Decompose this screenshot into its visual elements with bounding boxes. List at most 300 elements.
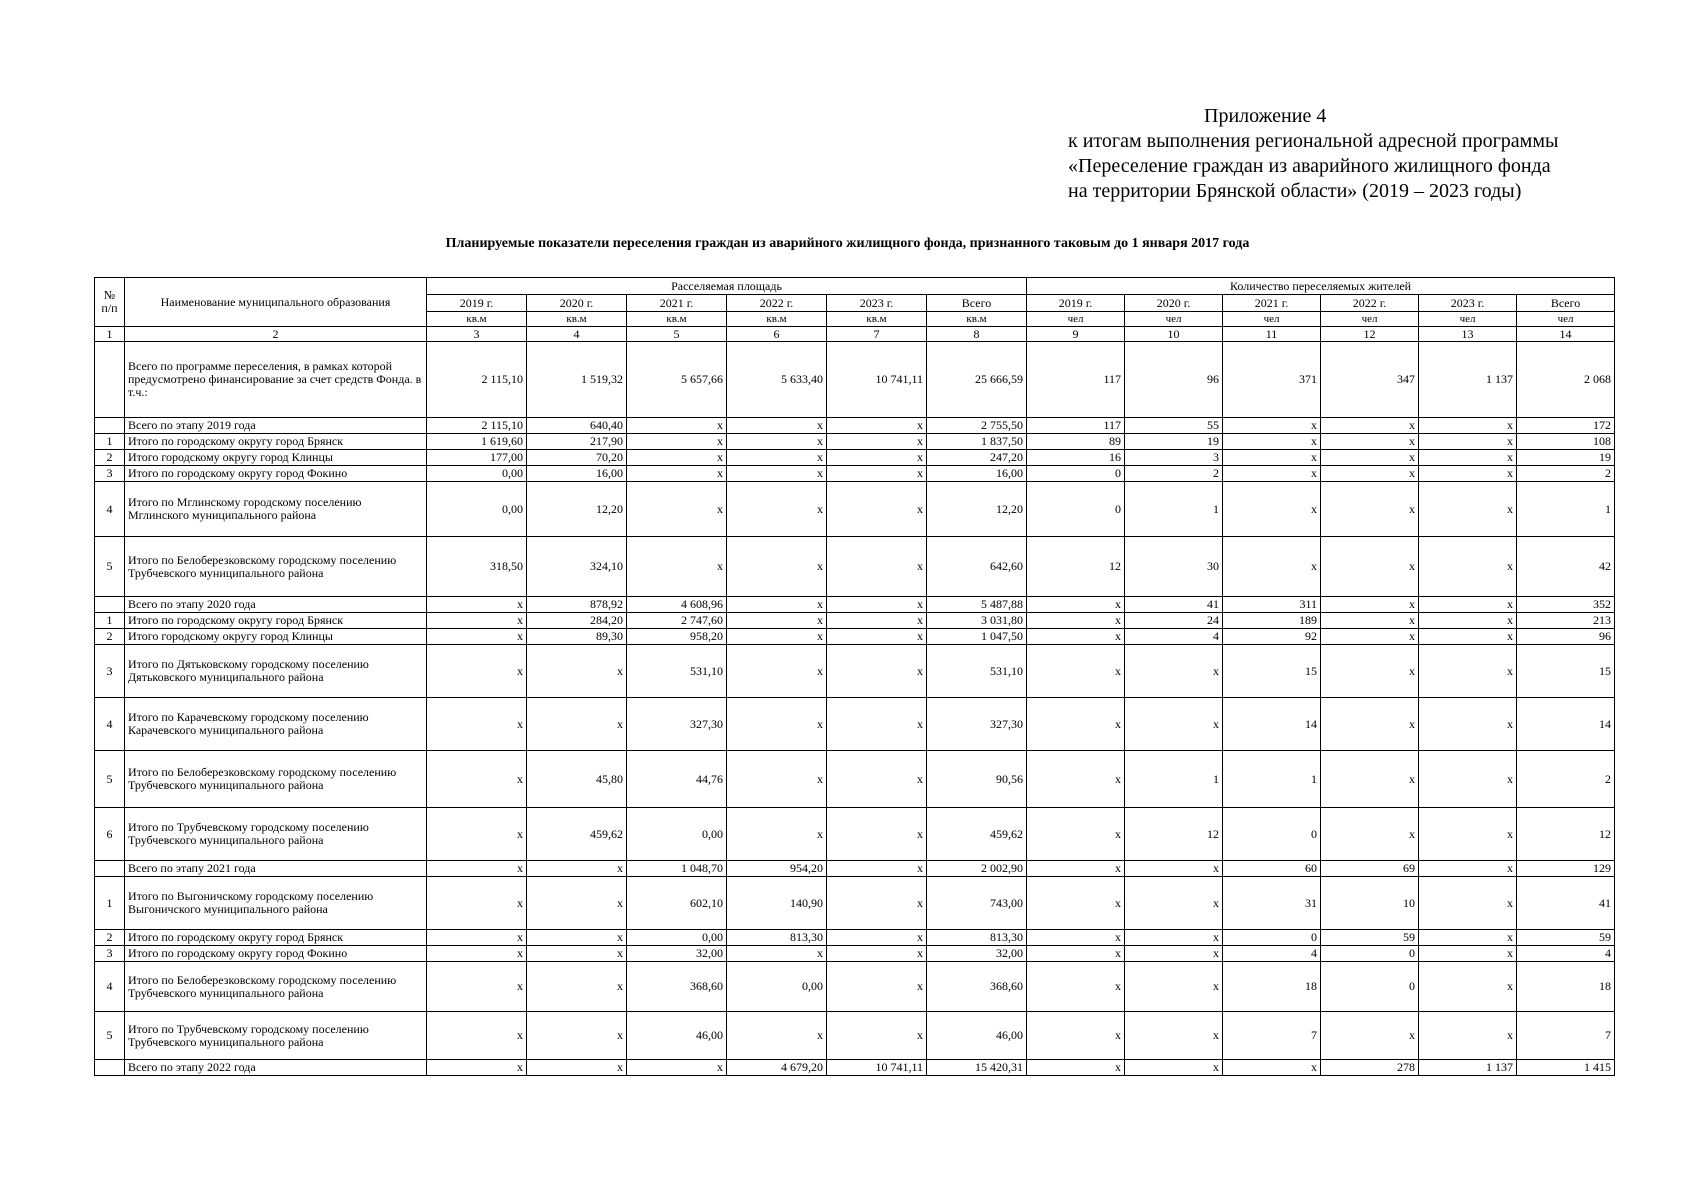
people-value: x bbox=[1223, 537, 1321, 597]
people-value: 60 bbox=[1223, 861, 1321, 877]
people-value: x bbox=[1321, 629, 1419, 645]
municipality-name: Итого по городскому округу город Фокино bbox=[125, 946, 427, 962]
people-value: x bbox=[1125, 698, 1223, 751]
people-value: x bbox=[1321, 597, 1419, 613]
people-value: x bbox=[1027, 861, 1125, 877]
people-value: 2 bbox=[1517, 751, 1615, 808]
column-number: 5 bbox=[627, 327, 727, 342]
table-row bbox=[95, 418, 1615, 434]
people-value: x bbox=[1419, 751, 1517, 808]
row-number: 5 bbox=[95, 537, 125, 597]
area-value: x bbox=[527, 946, 627, 962]
municipality-name: Итого по городскому округу город Брянск bbox=[125, 930, 427, 946]
area-value: x bbox=[827, 466, 927, 482]
document-title: Планируемые показатели переселения граждан из аварийного жилищного фонда, признанного таковым до 1 января 2017 года bbox=[445, 236, 1250, 251]
column-number: 13 bbox=[1419, 327, 1517, 342]
table-row bbox=[95, 597, 1615, 613]
area-value: x bbox=[427, 946, 527, 962]
people-value: x bbox=[1125, 946, 1223, 962]
area-value: 0,00 bbox=[427, 466, 527, 482]
area-value: 46,00 bbox=[927, 1012, 1027, 1060]
people-value: 0 bbox=[1027, 482, 1125, 537]
people-value: 2 068 bbox=[1517, 342, 1615, 418]
row-number bbox=[95, 861, 125, 877]
area-value: 743,00 bbox=[927, 877, 1027, 930]
area-value: x bbox=[627, 418, 727, 434]
area-value: x bbox=[827, 861, 927, 877]
people-value: 1 137 bbox=[1419, 342, 1517, 418]
header-no: № п/п bbox=[95, 278, 125, 327]
header-people-year: 2021 г. bbox=[1223, 295, 1321, 312]
header-people-total: Всего bbox=[1517, 295, 1615, 312]
area-value: 813,30 bbox=[927, 930, 1027, 946]
people-value: 12 bbox=[1125, 808, 1223, 861]
row-number bbox=[95, 418, 125, 434]
people-value: x bbox=[1419, 962, 1517, 1012]
area-value: x bbox=[427, 645, 527, 698]
people-value: 41 bbox=[1517, 877, 1615, 930]
people-value: x bbox=[1223, 418, 1321, 434]
header-people-unit: чел bbox=[1419, 312, 1517, 327]
table-row bbox=[95, 962, 1615, 1012]
people-value: 352 bbox=[1517, 597, 1615, 613]
people-value: x bbox=[1321, 698, 1419, 751]
area-value: 531,10 bbox=[627, 645, 727, 698]
people-value: x bbox=[1321, 808, 1419, 861]
area-value: 32,00 bbox=[627, 946, 727, 962]
people-value: x bbox=[1125, 645, 1223, 698]
area-value: x bbox=[527, 1012, 627, 1060]
people-value: 12 bbox=[1517, 808, 1615, 861]
area-value: x bbox=[827, 962, 927, 1012]
row-number: 4 bbox=[95, 962, 125, 1012]
column-number: 12 bbox=[1321, 327, 1419, 342]
area-value: x bbox=[427, 698, 527, 751]
people-value: x bbox=[1223, 434, 1321, 450]
people-value: 1 137 bbox=[1419, 1060, 1517, 1076]
people-value: 14 bbox=[1517, 698, 1615, 751]
area-value: 5 657,66 bbox=[627, 342, 727, 418]
row-number: 1 bbox=[95, 434, 125, 450]
people-value: 14 bbox=[1223, 698, 1321, 751]
area-value: 16,00 bbox=[527, 466, 627, 482]
area-value: x bbox=[727, 418, 827, 434]
people-value: x bbox=[1125, 877, 1223, 930]
people-value: x bbox=[1419, 877, 1517, 930]
people-value: x bbox=[1125, 1012, 1223, 1060]
people-value: 30 bbox=[1125, 537, 1223, 597]
municipality-name: Всего по этапу 2021 года bbox=[125, 861, 427, 877]
municipality-name: Итого по Белоберезковскому городскому поселению Трубчевского муниципального района bbox=[125, 751, 427, 808]
people-value: x bbox=[1223, 482, 1321, 537]
column-number: 9 bbox=[1027, 327, 1125, 342]
people-value: 347 bbox=[1321, 342, 1419, 418]
people-value: x bbox=[1321, 1012, 1419, 1060]
appendix-title: Приложение 4 bbox=[1204, 105, 1327, 127]
people-value: 129 bbox=[1517, 861, 1615, 877]
area-value: x bbox=[527, 962, 627, 1012]
area-value: x bbox=[627, 434, 727, 450]
area-value: x bbox=[827, 930, 927, 946]
table-row bbox=[95, 466, 1615, 482]
people-value: 213 bbox=[1517, 613, 1615, 629]
area-value: x bbox=[727, 751, 827, 808]
area-value: 878,92 bbox=[527, 597, 627, 613]
area-value: 16,00 bbox=[927, 466, 1027, 482]
people-value: 10 bbox=[1321, 877, 1419, 930]
header-area-unit: кв.м bbox=[827, 312, 927, 327]
row-number: 2 bbox=[95, 930, 125, 946]
people-value: 172 bbox=[1517, 418, 1615, 434]
area-value: 1 047,50 bbox=[927, 629, 1027, 645]
area-value: 3 031,80 bbox=[927, 613, 1027, 629]
area-value: x bbox=[727, 808, 827, 861]
area-value: x bbox=[427, 962, 527, 1012]
resettlement-table bbox=[94, 277, 1615, 1076]
people-value: 69 bbox=[1321, 861, 1419, 877]
header-area-group: Расселяемая площадь bbox=[427, 278, 1027, 295]
area-value: 177,00 bbox=[427, 450, 527, 466]
area-value: x bbox=[727, 597, 827, 613]
people-value: 24 bbox=[1125, 613, 1223, 629]
people-value: 55 bbox=[1125, 418, 1223, 434]
people-value: 59 bbox=[1321, 930, 1419, 946]
people-value: 16 bbox=[1027, 450, 1125, 466]
area-value: x bbox=[427, 597, 527, 613]
area-value: 327,30 bbox=[627, 698, 727, 751]
area-value: x bbox=[827, 597, 927, 613]
area-value: 2 115,10 bbox=[427, 418, 527, 434]
header-people-unit: чел bbox=[1321, 312, 1419, 327]
people-value: x bbox=[1419, 466, 1517, 482]
people-value: 1 bbox=[1125, 482, 1223, 537]
people-value: x bbox=[1027, 751, 1125, 808]
area-value: x bbox=[827, 1012, 927, 1060]
people-value: x bbox=[1027, 1060, 1125, 1076]
people-value: x bbox=[1419, 808, 1517, 861]
people-value: 41 bbox=[1125, 597, 1223, 613]
column-number: 2 bbox=[125, 327, 427, 342]
column-number: 1 bbox=[95, 327, 125, 342]
table-row bbox=[95, 342, 1615, 418]
people-value: x bbox=[1321, 645, 1419, 698]
header-people-unit: чел bbox=[1125, 312, 1223, 327]
area-value: 1 619,60 bbox=[427, 434, 527, 450]
area-value: 327,30 bbox=[927, 698, 1027, 751]
table-row bbox=[95, 1060, 1615, 1076]
people-value: x bbox=[1027, 808, 1125, 861]
people-value: 19 bbox=[1517, 450, 1615, 466]
people-value: 1 bbox=[1517, 482, 1615, 537]
row-number bbox=[95, 1060, 125, 1076]
header-name: Наименование муниципального образования bbox=[125, 278, 427, 327]
table-row bbox=[95, 751, 1615, 808]
people-value: x bbox=[1321, 450, 1419, 466]
area-value: x bbox=[427, 613, 527, 629]
row-number: 1 bbox=[95, 877, 125, 930]
people-value: x bbox=[1223, 450, 1321, 466]
municipality-name: Итого по Трубчевскому городскому поселению Трубчевского муниципального района bbox=[125, 1012, 427, 1060]
area-value: 368,60 bbox=[927, 962, 1027, 1012]
municipality-name: Всего по программе переселения, в рамках которой предусмотрено финансирование за счет средств Фонда. в т.ч.: bbox=[125, 342, 427, 418]
people-value: 2 bbox=[1517, 466, 1615, 482]
area-value: 954,20 bbox=[727, 861, 827, 877]
people-value: x bbox=[1027, 698, 1125, 751]
people-value: 96 bbox=[1517, 629, 1615, 645]
people-value: 59 bbox=[1517, 930, 1615, 946]
area-value: 5 487,88 bbox=[927, 597, 1027, 613]
area-value: 32,00 bbox=[927, 946, 1027, 962]
header-area-year: 2022 г. bbox=[727, 295, 827, 312]
area-value: x bbox=[727, 537, 827, 597]
people-value: 0 bbox=[1027, 466, 1125, 482]
area-value: 247,20 bbox=[927, 450, 1027, 466]
people-value: 0 bbox=[1223, 930, 1321, 946]
people-value: 0 bbox=[1321, 946, 1419, 962]
people-value: x bbox=[1027, 946, 1125, 962]
row-number: 3 bbox=[95, 645, 125, 698]
area-value: x bbox=[627, 537, 727, 597]
area-value: 140,90 bbox=[727, 877, 827, 930]
people-value: x bbox=[1419, 946, 1517, 962]
area-value: 459,62 bbox=[527, 808, 627, 861]
column-number: 14 bbox=[1517, 327, 1615, 342]
people-value: x bbox=[1321, 482, 1419, 537]
area-value: x bbox=[727, 629, 827, 645]
area-value: x bbox=[827, 418, 927, 434]
people-value: x bbox=[1419, 645, 1517, 698]
area-value: x bbox=[727, 946, 827, 962]
header-area-year: 2021 г. bbox=[627, 295, 727, 312]
area-value: 1 519,32 bbox=[527, 342, 627, 418]
area-value: 70,20 bbox=[527, 450, 627, 466]
people-value: x bbox=[1321, 418, 1419, 434]
header-area-unit: кв.м bbox=[527, 312, 627, 327]
area-value: x bbox=[827, 698, 927, 751]
people-value: 89 bbox=[1027, 434, 1125, 450]
area-value: x bbox=[727, 482, 827, 537]
appendix-line: к итогам выполнения региональной адресной программы bbox=[1068, 130, 1559, 152]
row-number: 4 bbox=[95, 698, 125, 751]
people-value: x bbox=[1321, 537, 1419, 597]
people-value: 278 bbox=[1321, 1060, 1419, 1076]
area-value: 2 002,90 bbox=[927, 861, 1027, 877]
table-row bbox=[95, 613, 1615, 629]
people-value: x bbox=[1027, 613, 1125, 629]
area-value: x bbox=[627, 482, 727, 537]
area-value: x bbox=[727, 1012, 827, 1060]
column-number: 3 bbox=[427, 327, 527, 342]
table-row bbox=[95, 482, 1615, 537]
people-value: x bbox=[1027, 597, 1125, 613]
area-value: x bbox=[827, 645, 927, 698]
people-value: 4 bbox=[1125, 629, 1223, 645]
row-number: 6 bbox=[95, 808, 125, 861]
area-value: 531,10 bbox=[927, 645, 1027, 698]
people-value: x bbox=[1125, 1060, 1223, 1076]
row-number: 2 bbox=[95, 450, 125, 466]
column-number: 7 bbox=[827, 327, 927, 342]
header-area-unit: кв.м bbox=[927, 312, 1027, 327]
area-value: x bbox=[427, 629, 527, 645]
people-value: 4 bbox=[1223, 946, 1321, 962]
people-value: x bbox=[1321, 466, 1419, 482]
row-number: 4 bbox=[95, 482, 125, 537]
people-value: x bbox=[1027, 877, 1125, 930]
area-value: 642,60 bbox=[927, 537, 1027, 597]
people-value: x bbox=[1321, 751, 1419, 808]
area-value: 10 741,11 bbox=[827, 342, 927, 418]
area-value: 25 666,59 bbox=[927, 342, 1027, 418]
people-value: x bbox=[1419, 698, 1517, 751]
people-value: x bbox=[1419, 434, 1517, 450]
area-value: x bbox=[727, 434, 827, 450]
people-value: x bbox=[1027, 930, 1125, 946]
column-number: 4 bbox=[527, 327, 627, 342]
header-area-unit: кв.м bbox=[427, 312, 527, 327]
row-number: 1 bbox=[95, 613, 125, 629]
area-value: x bbox=[627, 466, 727, 482]
header-area-year: 2019 г. bbox=[427, 295, 527, 312]
people-value: 92 bbox=[1223, 629, 1321, 645]
area-value: 2 747,60 bbox=[627, 613, 727, 629]
area-value: 368,60 bbox=[627, 962, 727, 1012]
area-value: 89,30 bbox=[527, 629, 627, 645]
area-value: x bbox=[827, 482, 927, 537]
people-value: 18 bbox=[1517, 962, 1615, 1012]
header-area-year: 2020 г. bbox=[527, 295, 627, 312]
people-value: x bbox=[1027, 645, 1125, 698]
area-value: x bbox=[527, 877, 627, 930]
area-value: x bbox=[827, 877, 927, 930]
people-value: x bbox=[1125, 962, 1223, 1012]
people-value: x bbox=[1027, 962, 1125, 1012]
area-value: x bbox=[427, 1012, 527, 1060]
table-row bbox=[95, 450, 1615, 466]
row-number: 3 bbox=[95, 946, 125, 962]
table-row bbox=[95, 930, 1615, 946]
area-value: 90,56 bbox=[927, 751, 1027, 808]
people-value: x bbox=[1027, 1012, 1125, 1060]
municipality-name: Итого по Дятьковскому городскому поселению Дятьковского муниципального района bbox=[125, 645, 427, 698]
people-value: 117 bbox=[1027, 418, 1125, 434]
municipality-name: Итого городскому округу город Клинцы bbox=[125, 629, 427, 645]
column-number: 8 bbox=[927, 327, 1027, 342]
area-value: x bbox=[527, 861, 627, 877]
municipality-name: Итого по городскому округу город Брянск bbox=[125, 434, 427, 450]
people-value: 311 bbox=[1223, 597, 1321, 613]
area-value: 0,00 bbox=[727, 962, 827, 1012]
people-value: 117 bbox=[1027, 342, 1125, 418]
table-row bbox=[95, 808, 1615, 861]
column-number: 10 bbox=[1125, 327, 1223, 342]
people-value: 0 bbox=[1223, 808, 1321, 861]
area-value: 12,20 bbox=[927, 482, 1027, 537]
municipality-name: Итого по Выгоничскому городскому поселению Выгоничского муниципального района bbox=[125, 877, 427, 930]
municipality-name: Итого по Белоберезковскому городскому поселению Трубчевского муниципального района bbox=[125, 537, 427, 597]
people-value: 108 bbox=[1517, 434, 1615, 450]
column-number: 6 bbox=[727, 327, 827, 342]
people-value: x bbox=[1027, 629, 1125, 645]
municipality-name: Итого по Мглинскому городскому поселению Мглинского муниципального района bbox=[125, 482, 427, 537]
municipality-name: Итого по Карачевскому городскому поселению Карачевского муниципального района bbox=[125, 698, 427, 751]
area-value: x bbox=[727, 645, 827, 698]
appendix-block bbox=[1068, 104, 1608, 204]
municipality-name: Итого по Трубчевскому городскому поселению Трубчевского муниципального района bbox=[125, 808, 427, 861]
people-value: 3 bbox=[1125, 450, 1223, 466]
municipality-name: Всего по этапу 2022 года bbox=[125, 1060, 427, 1076]
area-value: x bbox=[827, 537, 927, 597]
table-row bbox=[95, 434, 1615, 450]
people-value: 4 bbox=[1517, 946, 1615, 962]
area-value: 2 115,10 bbox=[427, 342, 527, 418]
area-value: x bbox=[827, 450, 927, 466]
people-value: 0 bbox=[1321, 962, 1419, 1012]
area-value: 813,30 bbox=[727, 930, 827, 946]
area-value: x bbox=[527, 645, 627, 698]
municipality-name: Итого по Белоберезковскому городскому поселению Трубчевского муниципального района bbox=[125, 962, 427, 1012]
table-row bbox=[95, 877, 1615, 930]
area-value: x bbox=[427, 808, 527, 861]
area-value: x bbox=[527, 930, 627, 946]
header-people-year: 2019 г. bbox=[1027, 295, 1125, 312]
area-value: x bbox=[827, 751, 927, 808]
people-value: 1 415 bbox=[1517, 1060, 1615, 1076]
people-value: 96 bbox=[1125, 342, 1223, 418]
row-number bbox=[95, 342, 125, 418]
header-area-year: 2023 г. bbox=[827, 295, 927, 312]
area-value: x bbox=[527, 698, 627, 751]
row-number: 3 bbox=[95, 466, 125, 482]
people-value: x bbox=[1321, 434, 1419, 450]
header-area-unit: кв.м bbox=[727, 312, 827, 327]
header-people-group: Количество переселяемых жителей bbox=[1027, 278, 1615, 295]
area-value: x bbox=[727, 466, 827, 482]
area-value: x bbox=[627, 1060, 727, 1076]
table-row bbox=[95, 698, 1615, 751]
area-value: 45,80 bbox=[527, 751, 627, 808]
people-value: 12 bbox=[1027, 537, 1125, 597]
municipality-name: Итого по городскому округу город Брянск bbox=[125, 613, 427, 629]
area-value: 2 755,50 bbox=[927, 418, 1027, 434]
area-value: 1 837,50 bbox=[927, 434, 1027, 450]
people-value: x bbox=[1419, 597, 1517, 613]
area-value: 1 048,70 bbox=[627, 861, 727, 877]
people-value: 18 bbox=[1223, 962, 1321, 1012]
header-area-unit: кв.м bbox=[627, 312, 727, 327]
area-value: x bbox=[827, 946, 927, 962]
row-number: 5 bbox=[95, 751, 125, 808]
area-value: x bbox=[827, 613, 927, 629]
municipality-name: Итого по городскому округу город Фокино bbox=[125, 466, 427, 482]
people-value: x bbox=[1419, 418, 1517, 434]
people-value: x bbox=[1419, 629, 1517, 645]
area-value: 958,20 bbox=[627, 629, 727, 645]
area-value: 217,90 bbox=[527, 434, 627, 450]
people-value: x bbox=[1419, 537, 1517, 597]
area-value: x bbox=[427, 1060, 527, 1076]
table-body bbox=[95, 342, 1615, 1076]
area-value: 4 608,96 bbox=[627, 597, 727, 613]
people-value: 19 bbox=[1125, 434, 1223, 450]
area-value: x bbox=[727, 698, 827, 751]
area-value: 0,00 bbox=[627, 930, 727, 946]
municipality-name: Всего по этапу 2020 года bbox=[125, 597, 427, 613]
area-value: 602,10 bbox=[627, 877, 727, 930]
row-number bbox=[95, 597, 125, 613]
table-row bbox=[95, 861, 1615, 877]
people-value: 15 bbox=[1223, 645, 1321, 698]
